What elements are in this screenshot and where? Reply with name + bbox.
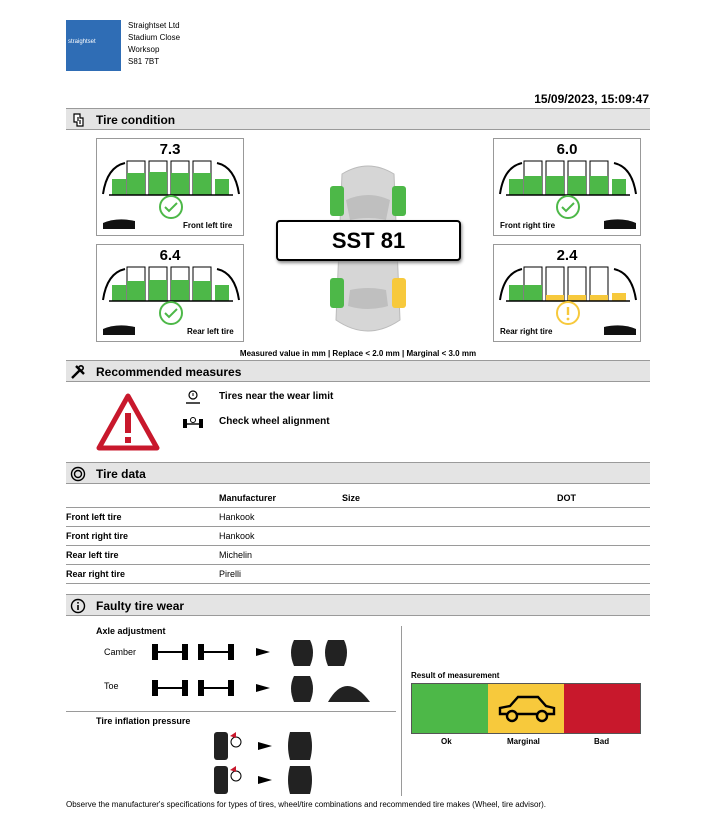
axle-adjustment-title: Axle adjustment	[96, 626, 166, 636]
section-title: Recommended measures	[96, 365, 242, 379]
table-header-row	[66, 490, 650, 507]
tire-label: Front right tire	[500, 221, 556, 230]
result-scale	[411, 683, 641, 734]
row-dot	[557, 507, 650, 526]
section-faulty-tire-wear	[66, 594, 650, 616]
tread-value: 6.0	[556, 141, 578, 158]
tire-card-rear-right	[493, 244, 641, 342]
tire-label: Front left tire	[183, 221, 233, 230]
row-dot	[557, 545, 650, 564]
result-label-ok: Ok	[441, 737, 452, 746]
inflation-pressure-title: Tire inflation pressure	[96, 716, 191, 726]
camber-axle-icon	[152, 644, 234, 660]
result-label-marginal: Marginal	[507, 737, 540, 746]
license-plate	[276, 220, 461, 261]
arrow-right-icon	[256, 648, 270, 656]
arrow-right-icon	[258, 776, 272, 784]
tire-label: Rear right tire	[500, 327, 553, 336]
column-header-dot: DOT	[557, 490, 650, 507]
column-header-name	[66, 490, 219, 507]
tire-data-table	[66, 490, 650, 584]
result-bad-zone	[564, 684, 640, 733]
toe-axle-icon	[152, 680, 234, 696]
warning-triangle-icon	[96, 393, 160, 451]
arrow-right-icon	[258, 742, 272, 750]
column-header-size: Size	[342, 490, 557, 507]
row-dot	[557, 564, 650, 583]
report-datetime: 15/09/2023, 15:09:47	[534, 92, 649, 106]
result-label-bad: Bad	[594, 737, 610, 746]
tire-card-front-right	[493, 138, 641, 236]
company-logo	[66, 20, 121, 71]
section-title: Faulty tire wear	[96, 599, 185, 613]
row-tire-name: Rear left tire	[66, 545, 219, 564]
footer-note: Observe the manufacturer's specifications for types of tires, wheel/tire combinations and recommended tire makes (Wheel, tire advisor).	[66, 800, 546, 809]
car-icon	[496, 694, 558, 724]
postcode: S81 7BT	[128, 57, 160, 66]
row-tire-name: Front right tire	[66, 526, 219, 545]
table-row	[66, 545, 650, 564]
table-row	[66, 526, 650, 545]
tread-value: 6.4	[159, 247, 181, 264]
section-title: Tire condition	[96, 113, 176, 127]
inflation-pressure-diagram	[210, 730, 330, 796]
camber-label: Camber	[104, 647, 137, 657]
tire-label: Rear left tire	[187, 327, 234, 336]
row-tire-name: Rear right tire	[66, 564, 219, 583]
tire-card-front-left	[96, 138, 244, 236]
row-manufacturer: Michelin	[219, 545, 342, 564]
tools-icon	[70, 364, 86, 380]
section-recommended-measures	[66, 360, 650, 382]
row-dot	[557, 526, 650, 545]
vertical-divider	[401, 626, 402, 796]
company-name: Straightset Ltd	[128, 21, 180, 30]
address-line-1: Stadium Close	[128, 33, 181, 42]
tread-value: 2.4	[556, 247, 578, 264]
row-manufacturer: Hankook	[219, 507, 342, 526]
tire-card-rear-left	[96, 244, 244, 342]
result-title: Result of measurement	[411, 671, 500, 680]
row-size	[342, 564, 557, 583]
tire-limit-icon	[184, 390, 202, 406]
tread-value: 7.3	[159, 141, 181, 158]
tire-gauge-icon	[70, 112, 86, 128]
row-size	[342, 545, 557, 564]
address-line-2: Worksop	[128, 45, 160, 54]
worn-tire-icon	[291, 640, 313, 666]
info-icon	[70, 598, 86, 614]
plate-number: SST 81	[331, 228, 406, 253]
axle-adjustment-diagram	[150, 638, 370, 708]
section-title: Tire data	[96, 467, 146, 481]
row-size	[342, 526, 557, 545]
measurement-legend: Measured value in mm | Replace < 2.0 mm | Marginal < 3.0 mm	[239, 349, 477, 358]
worn-tire-icon	[328, 686, 370, 702]
worn-tire-icon	[325, 640, 347, 666]
tire-icon	[70, 466, 86, 482]
table-row	[66, 507, 650, 526]
column-header-manufacturer: Manufacturer	[219, 490, 342, 507]
logo-text: straightset	[68, 39, 96, 45]
worn-tire-icon	[288, 732, 312, 760]
wheel-alignment-icon	[182, 416, 204, 430]
table-row	[66, 564, 650, 583]
row-size	[342, 507, 557, 526]
divider	[66, 711, 396, 712]
result-ok-zone	[412, 684, 488, 733]
toe-label: Toe	[104, 681, 119, 691]
worn-tire-icon	[291, 676, 313, 702]
section-tire-data	[66, 462, 650, 484]
worn-tire-icon	[288, 766, 312, 794]
section-tire-condition	[66, 108, 650, 130]
measure-item-alignment: Check wheel alignment	[219, 416, 330, 427]
row-tire-name: Front left tire	[66, 507, 219, 526]
measure-item-wear-limit: Tires near the wear limit	[219, 391, 334, 402]
result-marginal-zone	[488, 684, 564, 733]
arrow-right-icon	[256, 684, 270, 692]
row-manufacturer: Hankook	[219, 526, 342, 545]
company-address	[128, 20, 180, 68]
row-manufacturer: Pirelli	[219, 564, 342, 583]
